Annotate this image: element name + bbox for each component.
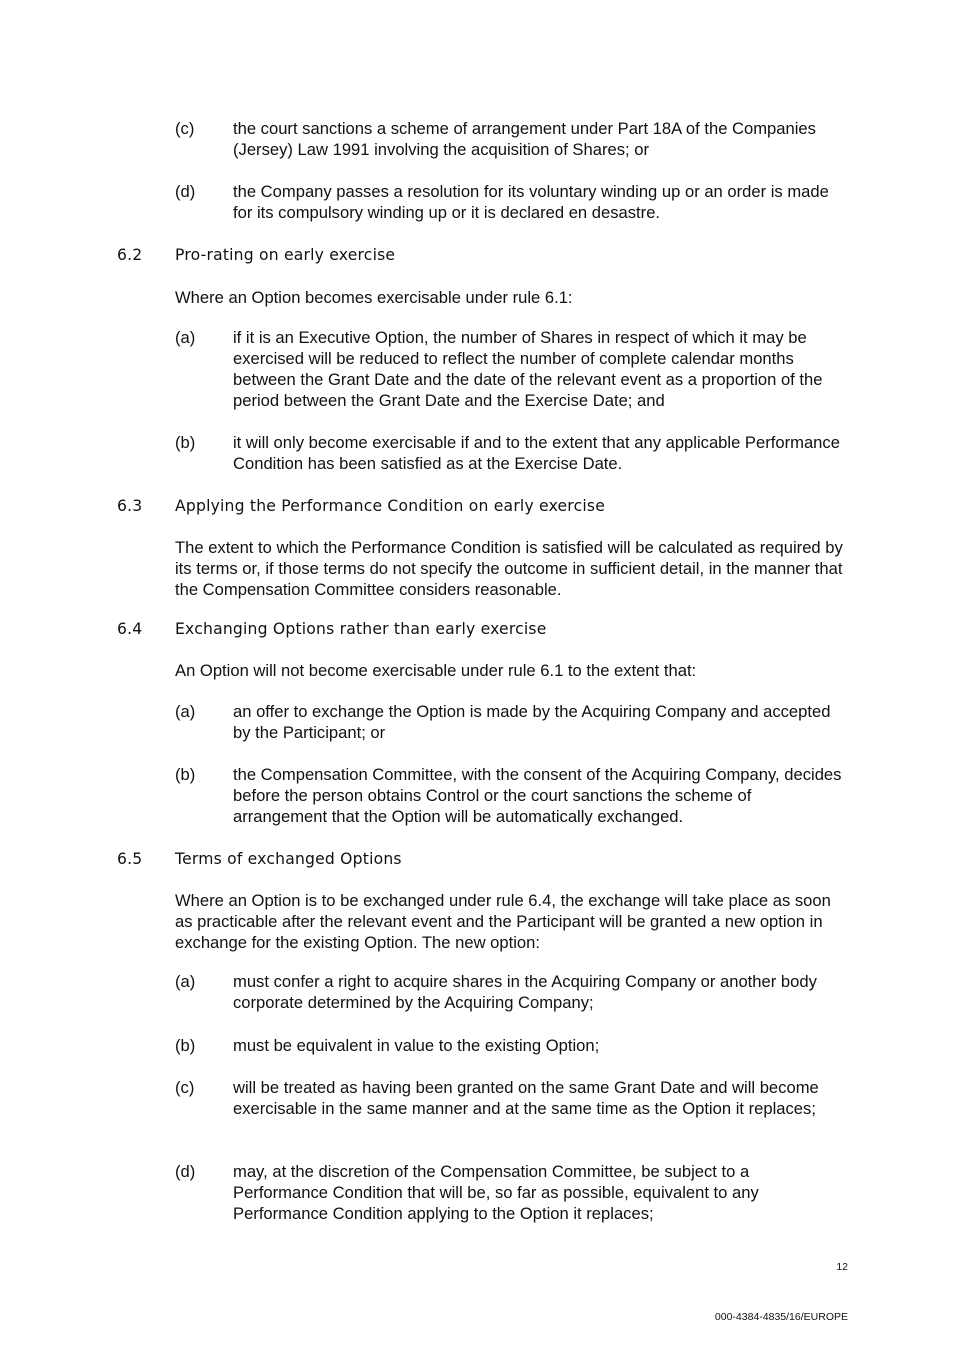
item-label: (a) — [175, 702, 196, 721]
section-number: 6.2 — [117, 246, 143, 264]
item-label: (c) — [175, 119, 195, 138]
section-title: Pro-rating on early exercise — [175, 246, 396, 264]
item-label: (a) — [175, 972, 196, 991]
section-body: The extent to which the Performance Condition is satisfied will be calculated as required by its terms or, if those terms do not specify the outcome in sufficient detail, in the manner that the Compensation Committee considers reasonable. — [175, 538, 843, 599]
page-number: 12 — [836, 1261, 848, 1273]
section-intro: Where an Option becomes exercisable under rule 6.1: — [175, 288, 573, 307]
item-label: (b) — [175, 1036, 196, 1055]
section-intro: An Option will not become exercisable under rule 6.1 to the extent that: — [175, 661, 697, 680]
item-text: the Company passes a resolution for its voluntary winding up or an order is made for its compulsory winding up or it is declared en desastre. — [233, 182, 829, 222]
document-reference: 000-4384-4835/16/EUROPE — [714, 1311, 848, 1323]
item-text: if it is an Executive Option, the number of Shares in respect of which it may be exercised will be reduced to reflect the number of complete calendar months between the Grant Date and the date of the relevant event as a proportion of the period between the Grant Date and the Exercise Date; and — [233, 328, 823, 410]
item-text: the court sanctions a scheme of arrangement under Part 18A of the Companies (Jersey) Law 1991 involving the acquisition of Shares; or — [233, 119, 816, 159]
section-intro: Where an Option is to be exchanged under rule 6.4, the exchange will take place as soon as practicable after the relevant event and the Participant will be granted a new option in exchange for the existing Option. The new option: — [175, 891, 831, 952]
item-label: (a) — [175, 328, 196, 347]
item-label: (d) — [175, 182, 196, 201]
item-text: must confer a right to acquire shares in the Acquiring Company or another body corporate determined by the Acquiring Company; — [233, 972, 817, 1012]
item-label: (b) — [175, 765, 196, 784]
section-number: 6.3 — [117, 497, 143, 515]
item-text: it will only become exercisable if and to the extent that any applicable Performance Condition has been satisfied as at the Exercise Date. — [233, 433, 840, 473]
section-title: Terms of exchanged Options — [175, 850, 402, 868]
item-text: an offer to exchange the Option is made by the Acquiring Company and accepted by the Participant; or — [233, 702, 831, 742]
item-text: may, at the discretion of the Compensation Committee, be subject to a Performance Condition that will be, so far as possible, equivalent to any Performance Condition applying to the Option it replaces; — [233, 1162, 759, 1223]
section-number: 6.4 — [117, 620, 143, 638]
item-label: (c) — [175, 1078, 195, 1097]
item-text: the Compensation Committee, with the consent of the Acquiring Company, decides before the person obtains Control or the court sanctions the scheme of arrangement that the Option will be automatically exchanged. — [233, 765, 842, 826]
item-label: (b) — [175, 433, 196, 452]
item-text: will be treated as having been granted on the same Grant Date and will become exercisable in the same manner and at the same time as the Option it replaces; — [233, 1078, 819, 1118]
item-text: must be equivalent in value to the existing Option; — [233, 1036, 600, 1055]
item-label: (d) — [175, 1162, 196, 1181]
section-number: 6.5 — [117, 850, 143, 868]
section-title: Applying the Performance Condition on early exercise — [175, 497, 605, 515]
section-title: Exchanging Options rather than early exercise — [175, 620, 547, 638]
